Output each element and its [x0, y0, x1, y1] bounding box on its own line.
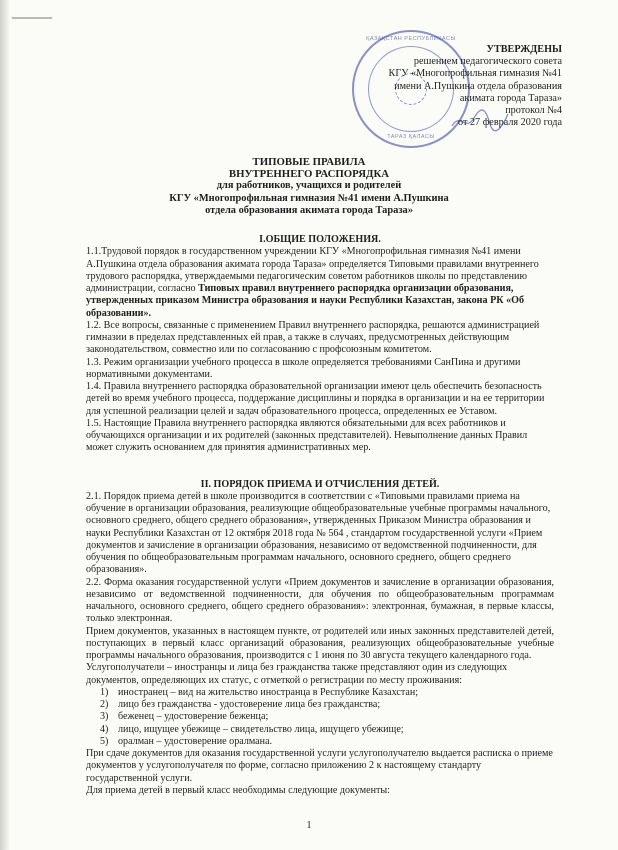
- document-subtitle: ВНУТРЕННЕГО РАСПОРЯДКА: [228, 168, 390, 181]
- paragraph-acceptance: Прием документов, указанных в настоящем пункте, от родителей или иных законных представителей детей, поступающих в первый класс организаций образования, реализующих общеобразовательные учебные программы начального образования, производится с 1 июня по 30 августа текущего календарного года.: [86, 625, 554, 661]
- document-header: [0, 156, 618, 217]
- document-audience: для работников, учащихся и родителей: [216, 180, 402, 192]
- paragraph-1-4: 1.4. Правила внутреннего распорядка образовательной организации имеют цель обеспечить безопасность детей во время учебного процесса, поддержание дисциплины и порядка в организации и на ее территории для успешной реализации целей и задач образовательного процесса, определенных ее Уставом.: [86, 381, 545, 417]
- list-item: [86, 687, 554, 699]
- paragraph-2-2: 2.2. Форма оказания государственной услуги «Прием документов и зачисление в организации образования, независимо от ведомственной подчиненности, для обучения по общеобразовательным программам начального, основного среднего, общего среднего образования»: электронная, бумажная, в первые классы, только электронная.: [86, 576, 554, 625]
- list-item-text: лицо без гражданства - удостоверение лица без гражданства;: [118, 699, 381, 710]
- list-item-number: 3): [100, 711, 109, 723]
- paragraph-1-3: 1.3. Режим организации учебного процесса в школе определяется требованиями СанПина и другими нормативными документами.: [86, 356, 521, 380]
- scan-edge-shadow: [0, 0, 10, 850]
- list-item-number: 5): [100, 735, 109, 747]
- approval-line: акимата города Тараза»: [459, 92, 562, 104]
- list-item-number: 4): [100, 723, 109, 735]
- section-2-title: II. ПОРЯДОК ПРИЕМА И ОТЧИСЛЕНИЯ ДЕТЕЙ.: [200, 478, 440, 490]
- list-item-text: иностранец – вид на жительство иностранца в Республике Казахстан;: [118, 686, 419, 698]
- paragraph-2-1: 2.1. Порядок приема детей в школе производится в соответствии с «Типовыми правилами приема на обучение в организации образования, реализующие общеобразовательные учебные программы начального, основного среднего, общего среднего образования», утвержденных Приказом Министра образования и науки Республики Казахстан от 12 октября 2018 года № 564 , стандартом государственной услуги «Прием документов и зачисление в организации образования, независимо от ведомственной подчиненности, для обучения по общеобразовательным программам начального, основного среднего, общего среднего образования».: [86, 490, 551, 576]
- approval-line: имени А.Пушкина отдела образования: [394, 80, 562, 92]
- list-item: [86, 711, 554, 723]
- approval-title: УТВЕРЖДЕНЫ: [486, 44, 562, 55]
- section-gap: [86, 455, 554, 479]
- list-item: [86, 736, 554, 748]
- document-organization: КГУ «Многопрофильная гимназия №41 имени А.Пушкина: [169, 192, 449, 204]
- approval-line: решением педагогического совета: [413, 56, 562, 68]
- paragraph-1-5: 1.5. Настоящие Правила внутреннего распорядка являются обязательными для всех работников и обучающихся организации и их родителей (законных представителей). Невыполнение данных Правил может служить основанием для принятия административных мер.: [86, 417, 528, 454]
- section-1-title: I.ОБЩИЕ ПОЛОЖЕНИЯ.: [259, 234, 381, 245]
- paragraph-1-2: 1.2. Все вопросы, связанные с применением Правил внутреннего распорядка, решаются администрацией гимназии в пределах представленных ей прав, а также в случаях, предусмотренных действующим законодательством, совместно или по согласованию с профсоюзным комитетом.: [86, 319, 540, 356]
- approval-line: КГУ «Многопрофильная гимназия №41: [388, 68, 562, 80]
- document-body: [86, 234, 554, 797]
- approval-line: протокол №4: [505, 105, 562, 117]
- paragraph-1-1-bold: Типовых правил внутреннего распорядка организации образования, утвержденных приказом Министра образования и науки Республики Казахстан, закона РК «Об образовании».: [86, 283, 525, 319]
- page-number: 1: [306, 820, 312, 831]
- paragraph-receipt: При сдаче документов для оказания государственной услуги услугополучателю выдается расписка о приеме документов у услугополучателя по форме, согласно приложению 2 к настоящему стандарту государственной услуги.: [86, 748, 553, 784]
- approval-line: от 27 февраля 2020 года: [458, 117, 562, 129]
- paragraph-first-class: Для приема детей в первый класс необходимы следующие документы:: [86, 784, 390, 796]
- status-documents-list: [86, 687, 554, 748]
- list-item-text: лицо, ищущее убежище – свидетельство лица, ищущего убежище;: [118, 723, 404, 735]
- list-item-text: беженец – удостоверение беженца;: [118, 711, 269, 723]
- list-item: [86, 724, 554, 736]
- signature-mark: [450, 108, 510, 134]
- stamp-ring-top-text: ҚАЗАҚСТАН РЕСПУБЛИКАСЫ: [366, 36, 456, 42]
- list-item: [86, 699, 554, 711]
- approval-block: [322, 44, 562, 129]
- scan-artifact-line: [12, 17, 52, 19]
- paragraph-1-1-text: 1.1.Трудовой порядок в государственном учреждении КГУ «Многопрофильная гимназия №41 имени А.Пушкина отдела образования акимата города Тараза» определяется Типовыми правилами внутреннего трудового распорядка, утверждаемыми педагогическим советом работников школы по представлению администрации, согласно: [86, 246, 539, 294]
- list-item-number: 1): [100, 686, 109, 698]
- list-item-text: оралман – удостоверение оралмана.: [118, 735, 273, 747]
- paragraph-foreigners: Услугополучатели – иностранцы и лица без гражданства также представляют один из следующих документов, определяющих их статус, с отметкой о регистрации по месту проживания:: [86, 662, 508, 686]
- document-title: ТИПОВЫЕ ПРАВИЛА: [252, 156, 366, 168]
- stamp-ring-bottom-text: ТАРАЗ ҚАЛАСЫ: [387, 134, 435, 140]
- document-organization-cont: отдела образования акимата города Тараза»: [205, 204, 413, 216]
- list-item-number: 2): [100, 699, 109, 710]
- paragraph-1-1: [86, 246, 554, 320]
